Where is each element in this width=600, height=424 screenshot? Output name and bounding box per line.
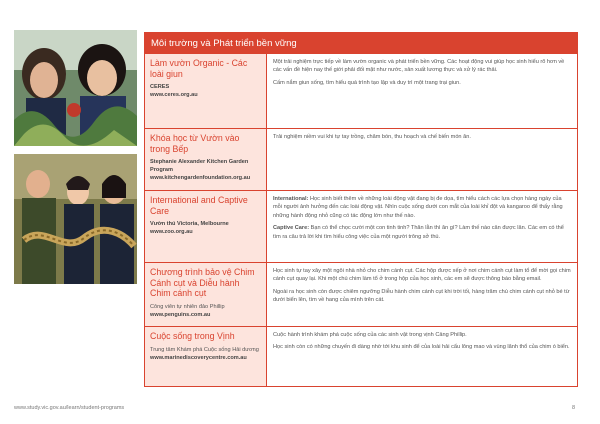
description-paragraph: Cấm nắm giun sống, tìm hiểu quá trình tạo lập và duy trì một trang trại giun. xyxy=(273,79,461,86)
description-paragraph: Học sinh tự tay xây một ngôi nhà nhỏ cho chim cánh cụt. Các hộp được xếp ở nơi chim cánh cụt làm tổ để mời gọi chim cánh cụt quay lại. Khi một chú chim làm tổ ở trong hộp của học sinh, các em sẽ được thông báo bằng email. xyxy=(273,268,571,283)
program-description xyxy=(267,129,577,190)
program-url[interactable]: www.zoo.org.au xyxy=(150,229,193,236)
description-paragraph: Ngoài ra học sinh còn được chiêm ngưỡng Diễu hành chim cánh cụt khi trời tối, hàng trăm chú chim cánh cụt nhỏ bé từ dưới biển lên, tìm về hang của mình trên cát. xyxy=(273,288,570,304)
program-title: Chương trình bảo vệ Chim Cánh cụt và Diễu hành Chim cánh cụt xyxy=(150,267,255,299)
program-info xyxy=(145,129,267,190)
description-paragraph: Cuộc hành trình khám phá cuộc sống của các sinh vật trong vịnh Cảng Phillip. xyxy=(273,332,467,338)
programs-table xyxy=(144,32,578,387)
program-info xyxy=(145,327,267,386)
description-paragraph: Một trải nghiệm trực tiếp về làm vườn organic và phát triển bền vững. Các hoạt động vui giúp học sinh hiểu rõ hơn về các vấn đề hiện nay thế giới phải đối mặt như nước, sản xuất lương thực và xử lý rác thải. xyxy=(273,59,565,74)
table-row xyxy=(145,53,577,128)
description-paragraph xyxy=(273,224,571,241)
program-organisation: CERES xyxy=(150,84,170,91)
paragraph-text: Học sinh biết thêm về những loài động vật đang bị đe dọa, tìm hiểu cách các lựa chọn hàng ngày của mỗi người ảnh hưởng đến các loài động vật. Nhìn cuộc sống dưới con mắt của loài khỉ đột và kangaroo để thấy rằng những hành động nhỏ cũng có tác động lớn như thế nào. xyxy=(273,196,563,219)
table-header: Môi trường và Phát triển bền vững xyxy=(145,33,577,53)
program-organisation: Công viên tự nhiên đảo Phillip xyxy=(150,303,225,310)
students-with-snake-photo xyxy=(14,154,137,284)
program-description xyxy=(267,54,577,128)
table-row xyxy=(145,128,577,190)
program-url[interactable]: www.kitchengardenfoundation.org.au xyxy=(150,175,251,182)
program-organisation: Stephanie Alexander Kitchen Garden Program xyxy=(150,159,249,174)
program-info xyxy=(145,191,267,262)
students-photo-graphic xyxy=(14,30,137,146)
program-url[interactable]: www.penguins.com.au xyxy=(150,311,211,318)
description-paragraph xyxy=(273,195,571,220)
program-title: Cuộc sống trong Vịnh xyxy=(150,331,235,341)
program-title: International and Captive Care xyxy=(150,195,248,216)
students-with-plants-photo xyxy=(14,30,137,146)
program-title: Làm vườn Organic - Các loài giun xyxy=(150,58,248,79)
program-title: Khóa học từ Vườn vào trong Bếp xyxy=(150,133,240,154)
program-organisation: Vườn thú Victoria, Melbourne xyxy=(150,221,229,228)
program-description xyxy=(267,327,577,386)
paragraph-label: International: xyxy=(273,196,310,202)
program-description xyxy=(267,191,577,262)
program-url[interactable]: www.marinediscoverycentre.com.au xyxy=(150,354,247,361)
program-info xyxy=(145,263,267,326)
table-row xyxy=(145,326,577,386)
table-row xyxy=(145,190,577,262)
description-paragraph: Trải nghiệm niềm vui khi tự tay trồng, chăm bón, thu hoạch và chế biến món ăn. xyxy=(273,134,471,140)
footer-url[interactable]: www.study.vic.gov.au/learn/student-programs xyxy=(14,405,125,411)
program-organisation: Trung tâm Khám phá Cuộc sống Hải dương xyxy=(150,346,259,353)
program-description xyxy=(267,263,577,326)
paragraph-text: Bạn có thể chọc cười một con tinh tinh? Thăn lằn thì ăn gì? Làm thế nào cân được lân. Các em có thể tìm ra câu trả lời khi tìm hiểu công việc của một người trông sở thú. xyxy=(273,225,564,240)
program-url[interactable]: www.ceres.org.au xyxy=(150,92,198,99)
snake-photo-graphic xyxy=(14,154,137,284)
description-paragraph: Học sinh còn có những chuyến đi dàng nhờ tới khu sinh để của loài hải cẩu lông mao và vùng lãnh thổ của chim ó biển. xyxy=(273,344,570,351)
paragraph-label: Captive Care: xyxy=(273,225,311,232)
page-number: 8 xyxy=(572,405,576,411)
table-row xyxy=(145,262,577,326)
program-info xyxy=(145,54,267,128)
